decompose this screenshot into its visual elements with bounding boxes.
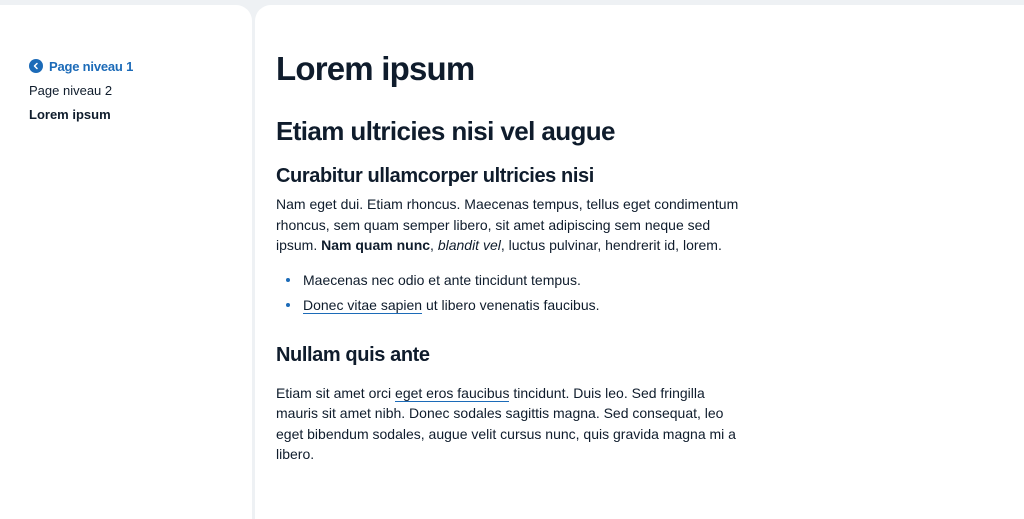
bullet-list (276, 270, 1024, 320)
italic-text: blandit vel (437, 237, 501, 253)
sidebar-nav (0, 5, 252, 519)
list-item (276, 295, 1024, 320)
page-title: Lorem ipsum (276, 50, 475, 87)
section-title: Etiam ultricies nisi vel augue (276, 116, 615, 146)
list-item (276, 270, 1024, 295)
subsection-title-2: Nullam quis ante (276, 343, 430, 366)
content-area (255, 5, 1024, 519)
paragraph-2 (276, 383, 746, 465)
list-item-text: ut libero venenatis faucibus. (422, 296, 600, 313)
back-link[interactable] (29, 57, 252, 75)
inline-link[interactable]: Donec vitae sapien (303, 296, 423, 313)
back-link-label: Page niveau 1 (49, 58, 134, 74)
subsection-title-1: Curabitur ullamcorper ultricies nisi (276, 165, 594, 187)
chevron-left-icon (29, 59, 43, 73)
list-item-text: Maecenas nec odio et ante tincidunt tempus. (303, 271, 581, 288)
paragraph-2-end: tincidunt. Duis leo. Sed fringilla mauris sit amet nibh. Donec sodales sagittis magna. Sed consequat, leo eget bibendum sodales, augue velit cursus nunc, quis gravida magna mi a libero. (276, 384, 736, 462)
paragraph-1 (276, 194, 746, 256)
separator-text: , (430, 237, 438, 253)
inline-link[interactable]: eget eros faucibus (395, 384, 510, 401)
nav-item-page-niveau-2[interactable]: Page niveau 2 (29, 83, 113, 98)
nav-item-current: Lorem ipsum (29, 107, 111, 122)
paragraph-1-text: Nam eget dui. Etiam rhoncus. Maecenas tempus, tellus eget condimentum rhoncus, sem quam semper libero, sit amet adipiscing sem neque sed ipsum. (276, 196, 739, 253)
bold-text: Nam quam nunc (321, 237, 431, 253)
paragraph-1-end: , luctus pulvinar, hendrerit id, lorem. (500, 237, 722, 253)
paragraph-2-text: Etiam sit amet orci (276, 384, 396, 401)
